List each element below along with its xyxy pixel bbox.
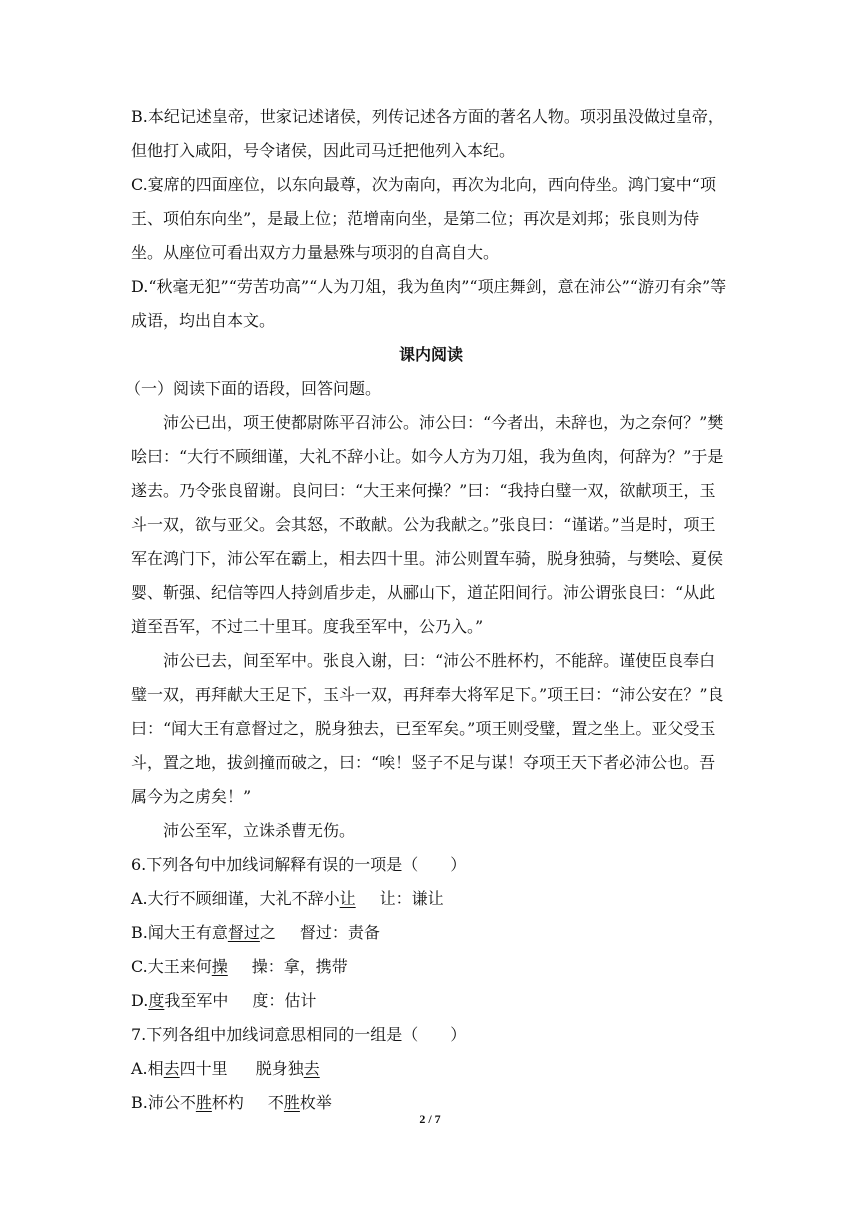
option-b-paragraph: B.本纪记述皇帝，世家记述诸侯，列传记述各方面的著名人物。项羽虽没做过皇帝，但他打入咸阳，号令诸侯，因此司马迁把他列入本纪。	[131, 107, 724, 160]
page-number: 2 / 7	[419, 1112, 441, 1126]
option-text: 不	[267, 1093, 284, 1112]
question-6-option-b	[131, 916, 731, 950]
question-6-option-d	[131, 984, 731, 1018]
question-6-stem: 6.下列各句中加线词解释有误的一项是（ ）	[131, 855, 467, 874]
passage-paragraph-1: 沛公已出，项王使都尉陈平召沛公。沛公曰：“今者出，未辞也，为之奈何？”樊哙曰：“大行不顾细谨，大礼不辞小让。如今人方为刀俎，我为鱼肉，何辞为？”于是遂去。乃令张良留谢。良问曰：“大王来何操？”曰：“我持白璧一双，欲献项王，玉斗一双，欲与亚父。会其怒，不敢献。公为我献之。”张良曰：“谨诺。”当是时，项王军在鸿门下，沛公军在霸上，相去四十里。沛公则置车骑，脱身独骑，与樊哙、夏侯婴、靳强、纪信等四人持剑盾步走，从郦山下，道芷阳间行。沛公谓张良曰：“从此道至吾军，不过二十里耳。度我至军中，公乃入。”	[131, 413, 724, 636]
option-c-paragraph: C.宴席的四面座位，以东向最尊，次为南向，再次为北向，西向侍坐。鸿门宴中“项王、项伯东向坐”，是最上位；范增南向坐，是第二位；再次是刘邦；张良则为侍坐。从座位可看出双方力量悬殊与项羽的自高自大。	[131, 175, 716, 262]
passage-paragraph-3: 沛公至军，立诛杀曹无伤。	[163, 821, 356, 840]
question-7-stem: 7.下列各组中加线词意思相同的一组是（ ）	[131, 1025, 467, 1044]
underlined-word: 让	[339, 889, 356, 908]
question-6-option-c	[131, 950, 731, 984]
question-7-option-a	[131, 1052, 731, 1086]
underlined-word: 督过	[227, 923, 260, 942]
option-text: C.大王来何	[131, 957, 212, 976]
option-text: 枚举	[299, 1093, 332, 1112]
gloss: 督过：责备	[299, 923, 380, 942]
underlined-word: 胜	[195, 1093, 212, 1112]
option-text: 之	[259, 923, 276, 942]
option-text: D.	[131, 991, 149, 1010]
option-text: 脱身独	[255, 1059, 304, 1078]
gloss: 操：拿，携带	[251, 957, 348, 976]
option-text: A.大行不顾细谨，大礼不辞小	[131, 889, 340, 908]
underlined-word: 胜	[283, 1093, 300, 1112]
subsection-title: （一）阅读下面的语段，回答问题。	[125, 379, 382, 398]
option-text: 四十里	[179, 1059, 228, 1078]
option-text: A.相	[131, 1059, 164, 1078]
underlined-word: 操	[211, 957, 228, 976]
passage-paragraph-2: 沛公已去，间至军中。张良入谢，曰：“沛公不胜杯杓，不能辞。谨使臣良奉白璧一双，再拜献大王足下，玉斗一双，再拜奉大将军足下。”项王曰：“沛公安在？”良曰：“闻大王有意督过之，脱身独去，已至军矣。”项王则受璧，置之坐上。亚父受玉斗，置之地，拔剑撞而破之，曰：“唉！竖子不足与谋！夺项王天下者必沛公也。吾属今为之虏矣！”	[131, 651, 724, 806]
underlined-word: 去	[303, 1059, 320, 1078]
question-6-option-a	[131, 882, 731, 916]
option-d-paragraph: D.“秋毫无犯”“劳苦功高”“人为刀俎，我为鱼肉”“项庄舞剑，意在沛公”“游刃有余”等成语，均出自本文。	[131, 277, 727, 330]
section-title: 课内阅读	[398, 345, 463, 364]
page-content	[125, 100, 731, 1120]
option-text: B.闻大王有意	[131, 923, 228, 942]
underlined-word: 度	[148, 991, 165, 1010]
option-text: B.沛公不	[131, 1093, 196, 1112]
underlined-word: 去	[163, 1059, 180, 1078]
gloss: 让：谦让	[379, 889, 444, 908]
option-text: 我至军中	[164, 991, 229, 1010]
gloss: 度：估计	[252, 991, 317, 1010]
option-text: 杯杓	[211, 1093, 244, 1112]
